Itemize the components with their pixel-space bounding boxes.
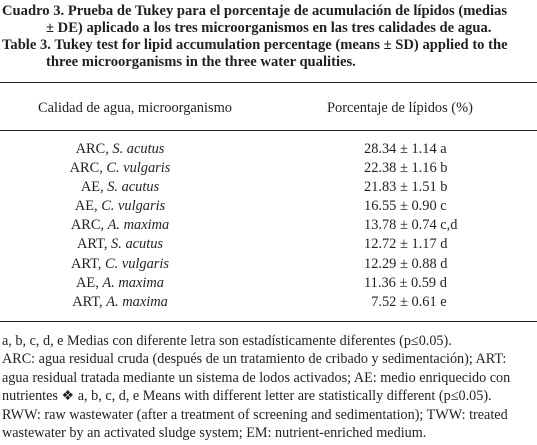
table-bottom-rule <box>0 321 537 322</box>
caption-en-line-2: three microorganisms in the three water qualities. <box>46 54 356 70</box>
table-row <box>0 294 537 313</box>
lipid-value: 13.78 ± 0.74 c,d <box>364 217 458 234</box>
species-name: A. maxima <box>106 293 168 310</box>
species-name: A. maxima <box>102 274 164 291</box>
table-row <box>0 256 537 275</box>
species-name: S. acutus <box>111 236 164 253</box>
table-row <box>0 160 537 179</box>
footnote-line: wastewater by an activated sludge system; EM: nutrient-enriched medium. <box>2 425 427 442</box>
lipid-value: 21.83 ± 1.51 b <box>364 179 448 196</box>
water-quality: ARC, <box>75 141 109 157</box>
table-row <box>0 141 537 160</box>
footnote-line: ARC: agua residual cruda (después de un tratamiento de cribado y sedimentación); ART: <box>2 351 507 368</box>
lipid-value: 28.34 ± 1.14 a <box>364 141 447 157</box>
row-label <box>0 141 240 158</box>
lipid-value: 12.29 ± 0.88 d <box>364 255 448 272</box>
water-quality: ARC, <box>70 217 105 234</box>
lipid-value: 11.36 ± 0.59 d <box>364 274 447 291</box>
row-label <box>0 179 240 196</box>
lipid-value: 22.38 ± 1.16 b <box>364 160 448 177</box>
table-row <box>0 179 537 198</box>
table-top-rule <box>0 82 537 83</box>
row-label <box>0 160 240 177</box>
row-label <box>0 217 240 234</box>
table-caption <box>2 3 532 71</box>
row-label <box>0 275 240 292</box>
caption-en-line-1: Table 3. Tukey test for lipid accumulation percentage (means ± SD) applied to the <box>2 37 508 53</box>
table-body <box>0 141 537 313</box>
footnote-line: agua residual tratada mediante un sistema de lodos activados; AE: medio enriquecido con <box>2 369 511 386</box>
table-row <box>0 198 537 217</box>
row-label <box>0 236 240 253</box>
lipid-value: 12.72 ± 1.17 d <box>364 236 448 253</box>
table-row <box>0 236 537 255</box>
footnote-line: a, b, c, d, e Medias con diferente letra son estadísticamente diferentes (p≤0.05). <box>2 333 452 349</box>
table-row <box>0 275 537 294</box>
table-header-rule <box>0 130 537 131</box>
row-label <box>0 198 240 215</box>
lipid-value: 16.55 ± 0.90 c <box>364 198 447 215</box>
water-quality: ART, <box>72 293 103 310</box>
water-quality: ARC, <box>69 160 103 177</box>
species-name: C. vulgaris <box>105 255 170 272</box>
column-header-lipid-percentage: Porcentaje de lípidos (%) <box>327 100 473 116</box>
caption-es-line-2: ± DE) aplicado a los tres microorganismos en las tres calidades de agua. <box>46 20 492 36</box>
caption-es-line-1: Cuadro 3. Prueba de Tukey para el porcentaje de acumulación de lípidos (medias <box>2 3 508 19</box>
lipid-value: 7.52 ± 0.61 e <box>364 293 447 310</box>
water-quality: ART, <box>70 255 102 272</box>
row-label <box>0 294 240 311</box>
footnote-line: RWW: raw wastewater (after a treatment of screening and sedimentation); TWW: treated <box>2 406 508 423</box>
species-name: C. vulgaris <box>106 160 171 177</box>
species-name: C. vulgaris <box>101 198 166 215</box>
water-quality: AE, <box>80 179 104 196</box>
table-footnotes <box>2 332 534 442</box>
water-quality: ART, <box>76 236 108 253</box>
row-label <box>0 256 240 273</box>
water-quality: AE, <box>74 198 98 215</box>
column-header-water-organism: Calidad de agua, microorganismo <box>38 100 232 116</box>
table-row <box>0 217 537 236</box>
water-quality: AE, <box>76 274 99 291</box>
footnote-line: nutrientes ❖ a, b, c, d, e Means with different letter are statistically different (p≤0.05). <box>2 388 492 405</box>
species-name: A. maxima <box>107 217 170 234</box>
species-name: S. acutus <box>112 141 165 157</box>
species-name: S. acutus <box>107 179 160 196</box>
